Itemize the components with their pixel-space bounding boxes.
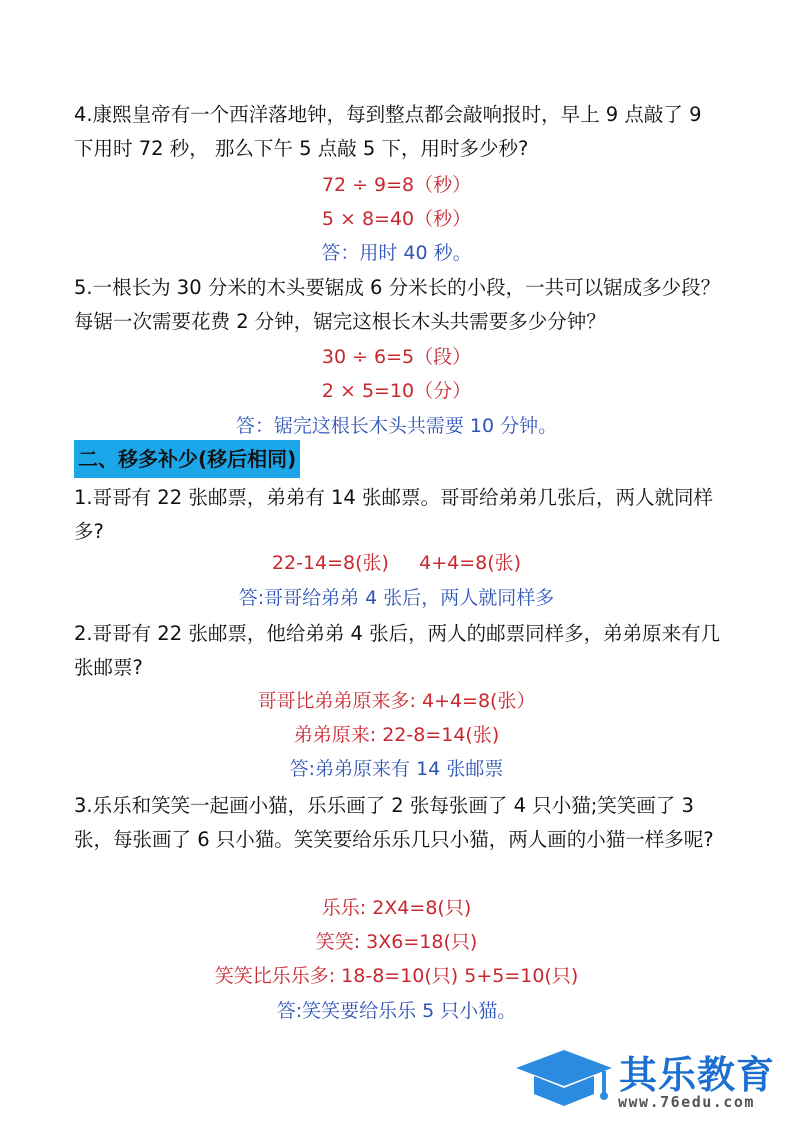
section-2-question-1-text: 1.哥哥有 22 张邮票，弟弟有 14 张邮票。哥哥给弟弟几张后，两人就同样多?: [74, 486, 714, 543]
brand-name: 其乐教育: [619, 1053, 776, 1097]
section-2-question-2-answer: 答:弟弟原来有 14 张邮票: [289, 758, 504, 780]
section-2-question-1-answer: 答:哥哥给弟弟 4 张后，两人就同样多: [238, 587, 555, 609]
question-4-step-2: 5 × 8=40（秒）: [321, 208, 472, 230]
brand-url: www.76edu.com: [618, 1093, 755, 1111]
question-5-step-1: 30 ÷ 6=5（段）: [321, 346, 472, 368]
section-2-question-2-text: 2.哥哥有 22 张邮票，他给弟弟 4 张后，两人的邮票同样多，弟弟原来有几张邮票?: [74, 622, 721, 679]
question-5-answer: 答：锯完这根长木头共需要 10 分钟。: [235, 415, 558, 437]
section-2-question-3-step-3: 笑笑比乐乐多: 18-8=10(只) 5+5=10(只): [214, 965, 579, 987]
graduation-cap-icon: [512, 1042, 618, 1114]
section-2-question-1-step-1: 22-14=8(张) 4+4=8(张): [271, 552, 522, 574]
question-4-step-1: 72 ÷ 9=8（秒）: [321, 174, 472, 196]
question-5-step-2: 2 × 5=10（分）: [321, 380, 472, 402]
question-4-answer: 答：用时 40 秒。: [321, 242, 472, 264]
section-2-question-3-text: 3.乐乐和笑笑一起画小猫，乐乐画了 2 张每张画了 4 只小猫;笑笑画了 3 张，每张画了 6 只小猫。笑笑要给乐乐几只小猫，两人画的小猫一样多呢?: [74, 794, 714, 851]
section-2-question-2-step-1: 哥哥比弟弟原来多: 4+4=8(张）: [257, 690, 536, 712]
section-2-question-3-step-1: 乐乐: 2X4=8(只): [321, 897, 472, 919]
section-2-question-3-step-2: 笑笑: 3X6=18(只): [315, 931, 478, 953]
section-2-question-2-step-2: 弟弟原来: 22-8=14(张): [293, 724, 500, 746]
question-4-text: 4.康熙皇帝有一个西洋落地钟，每到整点都会敲响报时，早上 9 点敲了 9 下用时 72 秒， 那么下午 5 点敲 5 下，用时多少秒?: [74, 103, 702, 160]
brand-logo: [512, 1040, 782, 1115]
section-2-heading: 二、移多补少(移后相同): [74, 440, 300, 478]
section-2-question-3-answer: 答:笑笑要给乐乐 5 只小猫。: [276, 1000, 517, 1022]
question-5-text: 5.一根长为 30 分米的木头要锯成 6 分米长的小段，一共可以锯成多少段？每锯一次需要花费 2 分钟，锯完这根长木头共需要多少分钟？: [74, 276, 721, 333]
